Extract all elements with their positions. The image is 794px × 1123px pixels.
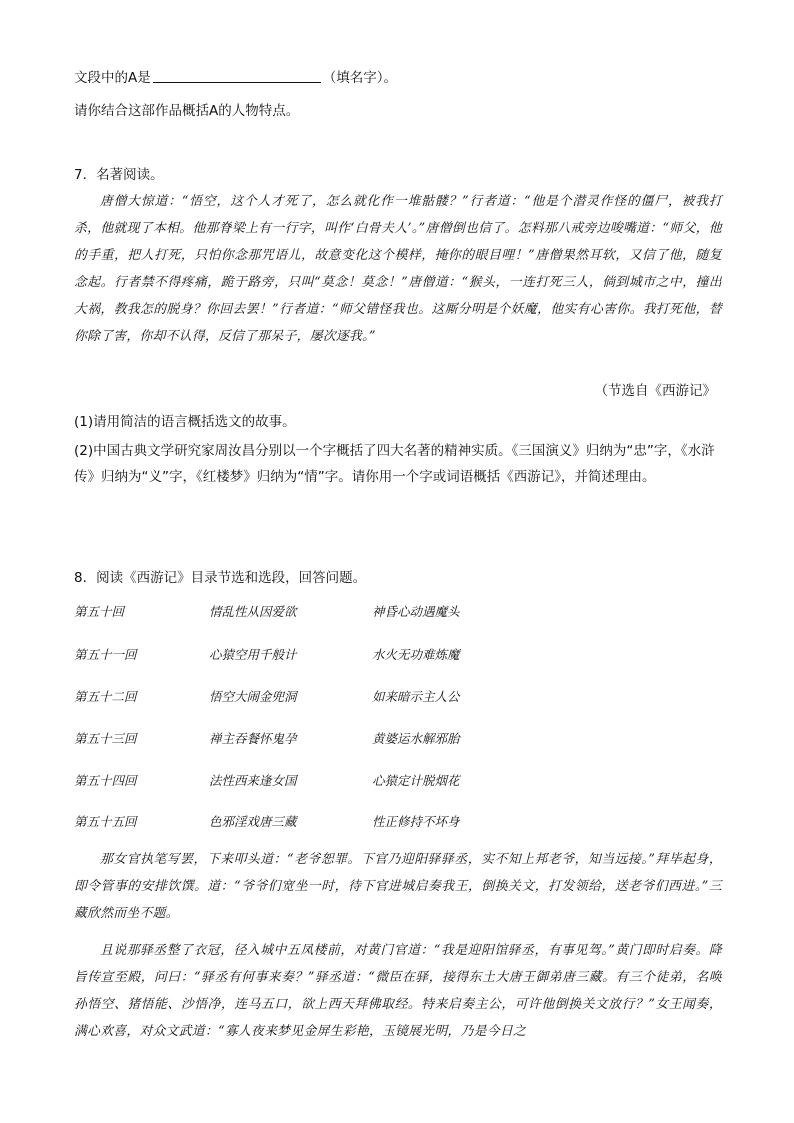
q6-instruction: 请你结合这部作品概括A的人物特点。: [74, 103, 300, 119]
toc-title1: 色邪淫戏唐三藏: [209, 814, 297, 829]
q6-fill-suffix: （填名字）。: [322, 70, 397, 86]
q7-sub2: (2)中国古典文学研究家周汝昌分别以一个字概括了四大名著的精神实质。《三国演义》归纳为“忠”字，《水浒传》归纳为“义”字，《红楼梦》归纳为“情”字。请你用一个字或词语概括《西游记》，并简述理由。: [74, 443, 715, 485]
toc-title1: 法性西来逢女国: [209, 773, 297, 788]
q7-sub1: (1)请用简洁的语言概括选文的故事。: [74, 414, 296, 430]
toc-chapter: 第五十三回: [74, 731, 137, 746]
toc-title1: 悟空大闹金兜洞: [209, 689, 297, 704]
toc-title1: 禅主吞餐怀鬼孕: [209, 731, 297, 746]
toc-chapter: 第五十四回: [74, 773, 137, 788]
toc-title2: 心猿定计脱烟花: [372, 773, 460, 788]
toc-title2: 黄婆运水解邪胎: [372, 731, 460, 746]
q7-heading: 7．名著阅读。: [74, 167, 164, 183]
toc-title1: 心猿空用千般计: [209, 647, 297, 662]
toc-chapter: 第五十五回: [74, 814, 137, 829]
toc-title2: 神昏心动遇魔头: [372, 604, 460, 619]
q7-passage: 唐僧大惊道：“悟空，这个人才死了，怎么就化作一堆骷髅？”行者道：“他是个潜灵作怪的僵尸，被我打杀，他就现了本相。他那脊梁上有一行字，叫作‘白骨夫人’。”唐僧倒也信了。怎料那八戒旁边唆嘴道：“师父，他的手重，把人打死，只怕你念那咒语儿，故意变化这个模样，掩你的眼目哩！”唐僧果然耳软，又信了他，随复念起。行者禁不得疼痛，跪于路旁，只叫“莫念！莫念！”唐僧道：“猴头，一连打死三人，倘到城市之中，撞出大祸，教我怎的脱身？你回去罢！”行者道：“师父错怪我也。这厮分明是个妖魔，他实有心害你。我打死他，替你除了害，你却不认得，反信了那呆子，屡次逐我。”: [74, 194, 722, 344]
toc-title2: 性正修持不坏身: [372, 814, 460, 829]
toc-title2: 如来暗示主人公: [372, 689, 460, 704]
q6-fill-prefix: 文段中的A是: [74, 70, 151, 86]
q6-fill-line: [74, 66, 397, 86]
toc-chapter: 第五十一回: [74, 647, 137, 662]
q8-paragraph-1: 那女官执笔写罢，下来叩头道：“老爷恕罪。下官乃迎阳驿驿丞，实不知上邦老爷，知当远接。”拜毕起身，即令管事的安排饮馔。道：“爷爷们宽坐一时，待下官进城启奏我王，倒换关文，打发领给，送老爷们西进。”三藏欣然而坐不题。: [74, 852, 722, 921]
q7-source: （节选自《西游记》: [594, 383, 716, 399]
toc-title1: 情乱性从因爱欲: [209, 604, 297, 619]
q8-paragraph-2: 且说那驿丞整了衣冠，径入城中五凤楼前，对黄门官道：“我是迎阳馆驿丞，有事见驾。”黄门即时启奏。降旨传宣至殿，问曰：“驿丞有何事来奏？”驿丞道：“微臣在驿，接得东土大唐王御弟唐三藏。有三个徒弟，名唤孙悟空、猪悟能、沙悟净，连马五口，欲上西天拜佛取经。特来启奏主公，可许他倒换关文放行？”女王闻奏，满心欢喜，对众文武道：“寡人夜来梦见金屏生彩艳，玉镜展光明，乃是今日之: [74, 943, 722, 1039]
answer-blank[interactable]: [153, 69, 321, 83]
toc-chapter: 第五十回: [74, 604, 125, 619]
toc-title2: 水火无功难炼魔: [372, 647, 460, 662]
toc-chapter: 第五十二回: [74, 689, 137, 704]
q8-heading: 8．阅读《西游记》目录节选和选段，回答问题。: [74, 570, 367, 586]
